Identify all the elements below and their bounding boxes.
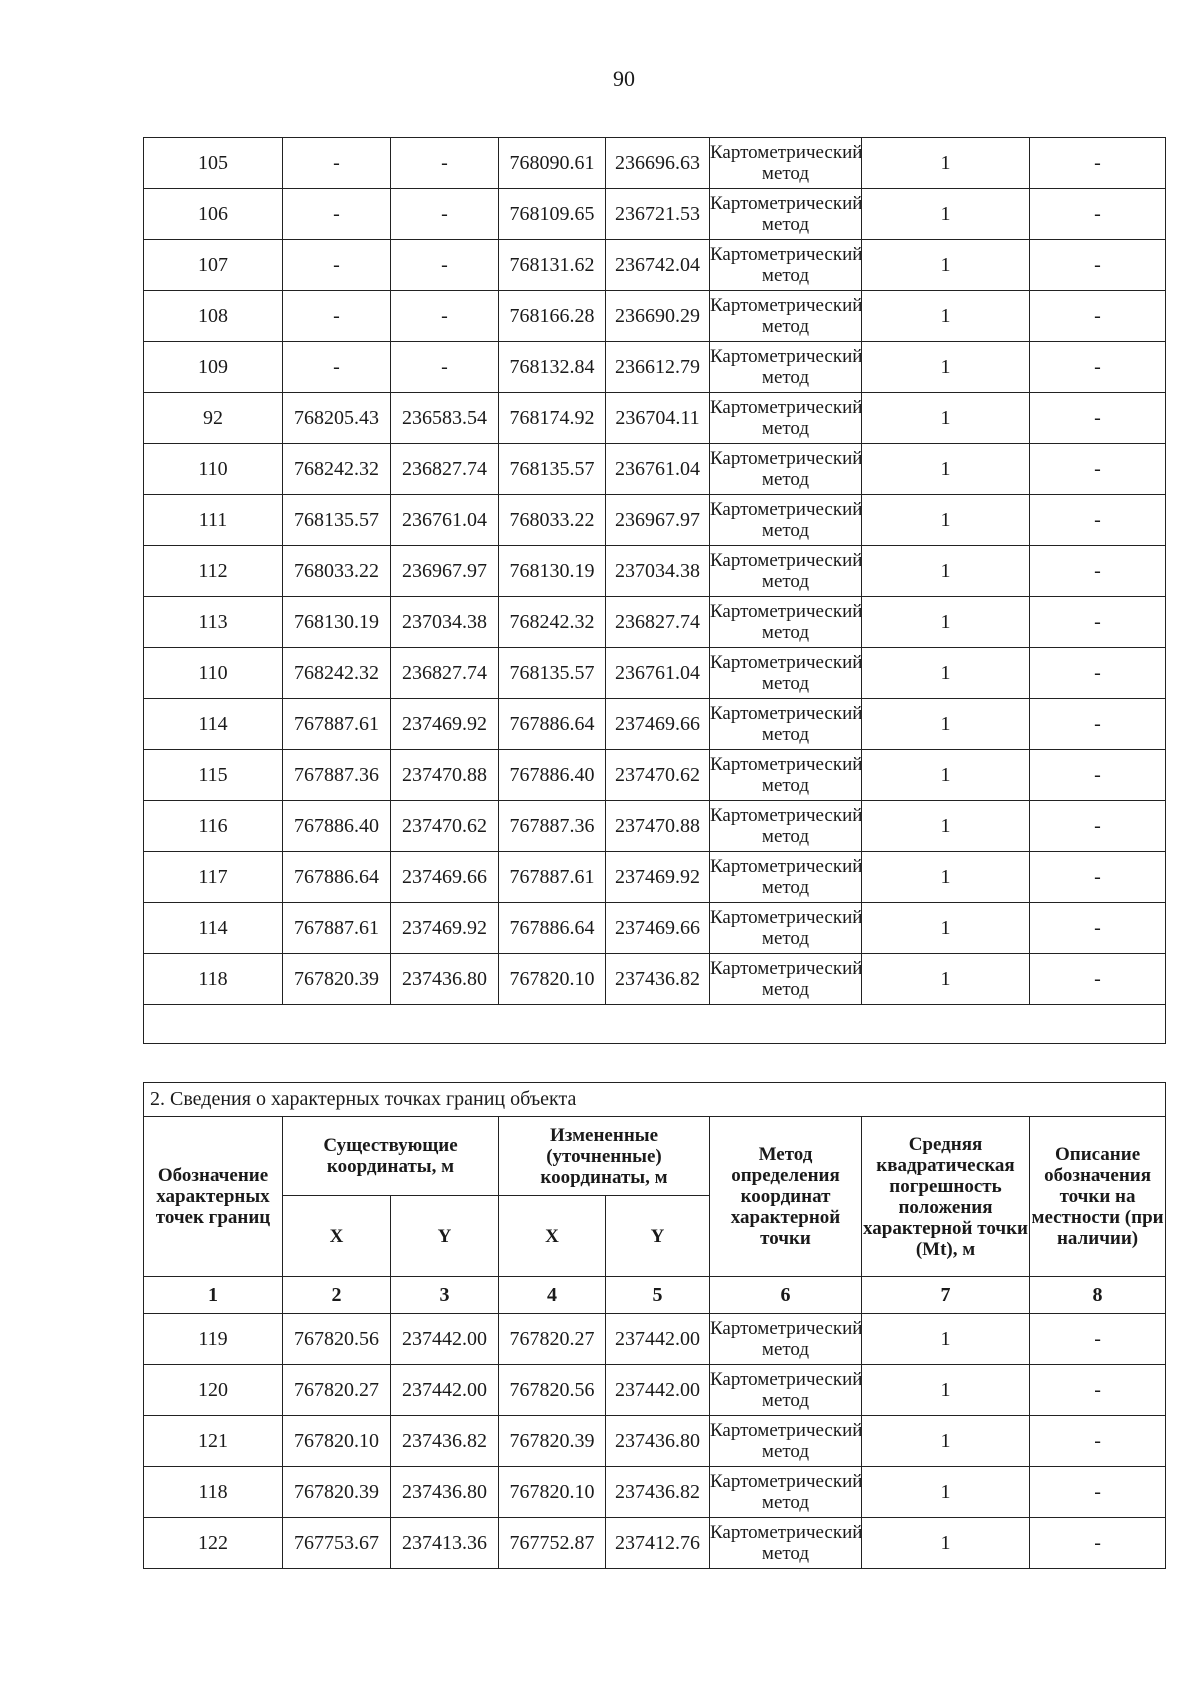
accuracy-cell: 1 xyxy=(862,954,1030,1005)
x-existing-cell: 767820.10 xyxy=(283,1416,391,1467)
description-cell: - xyxy=(1030,291,1166,342)
x-changed-cell: 767752.87 xyxy=(499,1518,606,1569)
x-changed-cell: 767887.61 xyxy=(499,852,606,903)
y-existing-cell: 237469.66 xyxy=(391,852,499,903)
x-changed-cell: 768166.28 xyxy=(499,291,606,342)
x-changed-cell: 767886.64 xyxy=(499,903,606,954)
accuracy-cell: 1 xyxy=(862,444,1030,495)
point-id-cell: 118 xyxy=(144,954,283,1005)
y-existing-cell: 236827.74 xyxy=(391,444,499,495)
point-id-cell: 120 xyxy=(144,1365,283,1416)
accuracy-cell: 1 xyxy=(862,138,1030,189)
point-id-cell: 109 xyxy=(144,342,283,393)
x-existing-cell: - xyxy=(283,291,391,342)
coordinates-table-continued xyxy=(143,137,1166,1044)
point-id-cell: 106 xyxy=(144,189,283,240)
accuracy-cell: 1 xyxy=(862,546,1030,597)
point-id-cell: 116 xyxy=(144,801,283,852)
y-changed-cell: 236761.04 xyxy=(606,648,710,699)
y-changed-cell: 236742.04 xyxy=(606,240,710,291)
y-changed-cell: 236967.97 xyxy=(606,495,710,546)
y-changed-cell: 237469.66 xyxy=(606,903,710,954)
method-cell: Картометрический метод xyxy=(710,495,862,546)
y-existing-cell: 237034.38 xyxy=(391,597,499,648)
table-row xyxy=(144,1314,1166,1365)
table-row xyxy=(144,1518,1166,1569)
method-cell: Картометрический метод xyxy=(710,1416,862,1467)
x-changed-cell: 767820.10 xyxy=(499,1467,606,1518)
accuracy-cell: 1 xyxy=(862,1416,1030,1467)
accuracy-cell: 1 xyxy=(862,903,1030,954)
y-existing-cell: - xyxy=(391,291,499,342)
x-changed-cell: 768131.62 xyxy=(499,240,606,291)
table-row xyxy=(144,444,1166,495)
x-changed-cell: 767820.10 xyxy=(499,954,606,1005)
accuracy-cell: 1 xyxy=(862,648,1030,699)
page-number: 90 xyxy=(613,66,635,91)
header-x-changed: X xyxy=(499,1196,606,1277)
method-cell: Картометрический метод xyxy=(710,1365,862,1416)
description-cell: - xyxy=(1030,495,1166,546)
column-number: 5 xyxy=(606,1277,710,1314)
y-existing-cell: 236827.74 xyxy=(391,648,499,699)
method-cell: Картометрический метод xyxy=(710,1467,862,1518)
column-number: 3 xyxy=(391,1277,499,1314)
y-existing-cell: 237442.00 xyxy=(391,1314,499,1365)
point-id-cell: 111 xyxy=(144,495,283,546)
accuracy-cell: 1 xyxy=(862,1314,1030,1365)
header-designation: Обозначение характерных точек границ xyxy=(144,1117,283,1277)
x-changed-cell: 768242.32 xyxy=(499,597,606,648)
description-cell: - xyxy=(1030,342,1166,393)
header-accuracy: Средняя квадратическая погрешность положения характерной точки (Mt), м xyxy=(862,1117,1030,1277)
point-id-cell: 122 xyxy=(144,1518,283,1569)
x-changed-cell: 767886.40 xyxy=(499,750,606,801)
description-cell: - xyxy=(1030,393,1166,444)
description-cell: - xyxy=(1030,189,1166,240)
accuracy-cell: 1 xyxy=(862,852,1030,903)
y-changed-cell: 237442.00 xyxy=(606,1365,710,1416)
table-row xyxy=(144,699,1166,750)
x-existing-cell: 767887.36 xyxy=(283,750,391,801)
table-row xyxy=(144,1467,1166,1518)
header-x-existing: X xyxy=(283,1196,391,1277)
table-row xyxy=(144,954,1166,1005)
x-existing-cell: 767820.39 xyxy=(283,1467,391,1518)
description-cell: - xyxy=(1030,750,1166,801)
table-row xyxy=(144,1416,1166,1467)
point-id-cell: 110 xyxy=(144,648,283,699)
accuracy-cell: 1 xyxy=(862,801,1030,852)
description-cell: - xyxy=(1030,699,1166,750)
x-existing-cell: 768130.19 xyxy=(283,597,391,648)
y-changed-cell: 237034.38 xyxy=(606,546,710,597)
point-id-cell: 110 xyxy=(144,444,283,495)
table-row xyxy=(144,1365,1166,1416)
method-cell: Картометрический метод xyxy=(710,393,862,444)
point-id-cell: 107 xyxy=(144,240,283,291)
y-changed-cell: 237412.76 xyxy=(606,1518,710,1569)
column-number: 1 xyxy=(144,1277,283,1314)
column-number: 6 xyxy=(710,1277,862,1314)
description-cell: - xyxy=(1030,1365,1166,1416)
point-id-cell: 108 xyxy=(144,291,283,342)
table-row xyxy=(144,801,1166,852)
accuracy-cell: 1 xyxy=(862,291,1030,342)
section-title: 2. Сведения о характерных точках границ объекта xyxy=(144,1083,1166,1117)
x-changed-cell: 767820.27 xyxy=(499,1314,606,1365)
x-changed-cell: 768135.57 xyxy=(499,648,606,699)
x-changed-cell: 768109.65 xyxy=(499,189,606,240)
y-existing-cell: 237436.80 xyxy=(391,954,499,1005)
table-row xyxy=(144,291,1166,342)
x-existing-cell: 768242.32 xyxy=(283,648,391,699)
y-changed-cell: 236612.79 xyxy=(606,342,710,393)
x-existing-cell: 767753.67 xyxy=(283,1518,391,1569)
accuracy-cell: 1 xyxy=(862,393,1030,444)
method-cell: Картометрический метод xyxy=(710,903,862,954)
column-number: 2 xyxy=(283,1277,391,1314)
y-existing-cell: 237436.80 xyxy=(391,1467,499,1518)
x-changed-cell: 767887.36 xyxy=(499,801,606,852)
x-changed-cell: 767820.39 xyxy=(499,1416,606,1467)
table-row xyxy=(144,597,1166,648)
point-id-cell: 113 xyxy=(144,597,283,648)
column-number: 7 xyxy=(862,1277,1030,1314)
point-id-cell: 121 xyxy=(144,1416,283,1467)
description-cell: - xyxy=(1030,852,1166,903)
x-existing-cell: - xyxy=(283,240,391,291)
method-cell: Картометрический метод xyxy=(710,1314,862,1365)
table-row xyxy=(144,546,1166,597)
point-id-cell: 114 xyxy=(144,903,283,954)
description-cell: - xyxy=(1030,903,1166,954)
empty-row xyxy=(144,1005,1166,1044)
accuracy-cell: 1 xyxy=(862,240,1030,291)
method-cell: Картометрический метод xyxy=(710,699,862,750)
table-row xyxy=(144,342,1166,393)
y-existing-cell: 237469.92 xyxy=(391,903,499,954)
boundary-points-table xyxy=(143,1082,1166,1569)
y-changed-cell: 237436.82 xyxy=(606,1467,710,1518)
x-changed-cell: 767820.56 xyxy=(499,1365,606,1416)
y-changed-cell: 236761.04 xyxy=(606,444,710,495)
table-row xyxy=(144,852,1166,903)
y-existing-cell: 237442.00 xyxy=(391,1365,499,1416)
header-y-changed: Y xyxy=(606,1196,710,1277)
y-existing-cell: 237413.36 xyxy=(391,1518,499,1569)
y-existing-cell: 236761.04 xyxy=(391,495,499,546)
y-existing-cell: 236967.97 xyxy=(391,546,499,597)
y-changed-cell: 236721.53 xyxy=(606,189,710,240)
x-existing-cell: 767887.61 xyxy=(283,699,391,750)
accuracy-cell: 1 xyxy=(862,1518,1030,1569)
method-cell: Картометрический метод xyxy=(710,291,862,342)
description-cell: - xyxy=(1030,546,1166,597)
method-cell: Картометрический метод xyxy=(710,189,862,240)
description-cell: - xyxy=(1030,801,1166,852)
accuracy-cell: 1 xyxy=(862,699,1030,750)
header-description: Описание обозначения точки на местности (при наличии) xyxy=(1030,1117,1166,1277)
point-id-cell: 115 xyxy=(144,750,283,801)
y-changed-cell: 237470.88 xyxy=(606,801,710,852)
column-number: 8 xyxy=(1030,1277,1166,1314)
x-changed-cell: 768130.19 xyxy=(499,546,606,597)
column-number: 4 xyxy=(499,1277,606,1314)
x-existing-cell: - xyxy=(283,342,391,393)
header-changed-coords: Измененные (уточненные) координаты, м xyxy=(499,1117,710,1196)
method-cell: Картометрический метод xyxy=(710,342,862,393)
point-id-cell: 92 xyxy=(144,393,283,444)
description-cell: - xyxy=(1030,597,1166,648)
x-existing-cell: 767820.39 xyxy=(283,954,391,1005)
x-existing-cell: 768242.32 xyxy=(283,444,391,495)
method-cell: Картометрический метод xyxy=(710,648,862,699)
x-existing-cell: 767886.40 xyxy=(283,801,391,852)
y-existing-cell: - xyxy=(391,240,499,291)
accuracy-cell: 1 xyxy=(862,750,1030,801)
method-cell: Картометрический метод xyxy=(710,138,862,189)
x-changed-cell: 768033.22 xyxy=(499,495,606,546)
x-changed-cell: 768135.57 xyxy=(499,444,606,495)
description-cell: - xyxy=(1030,1467,1166,1518)
y-changed-cell: 237436.82 xyxy=(606,954,710,1005)
table-row xyxy=(144,138,1166,189)
table-row xyxy=(144,495,1166,546)
method-cell: Картометрический метод xyxy=(710,750,862,801)
table-row xyxy=(144,648,1166,699)
y-changed-cell: 236696.63 xyxy=(606,138,710,189)
x-changed-cell: 768090.61 xyxy=(499,138,606,189)
x-changed-cell: 768132.84 xyxy=(499,342,606,393)
method-cell: Картометрический метод xyxy=(710,954,862,1005)
header-existing-coords: Существующие координаты, м xyxy=(283,1117,499,1196)
method-cell: Картометрический метод xyxy=(710,852,862,903)
description-cell: - xyxy=(1030,444,1166,495)
method-cell: Картометрический метод xyxy=(710,444,862,495)
description-cell: - xyxy=(1030,240,1166,291)
table-row xyxy=(144,750,1166,801)
point-id-cell: 114 xyxy=(144,699,283,750)
description-cell: - xyxy=(1030,1416,1166,1467)
y-existing-cell: - xyxy=(391,138,499,189)
y-changed-cell: 237469.66 xyxy=(606,699,710,750)
header-method: Метод определения координат характерной точки xyxy=(710,1117,862,1277)
y-changed-cell: 236690.29 xyxy=(606,291,710,342)
table-row xyxy=(144,189,1166,240)
accuracy-cell: 1 xyxy=(862,597,1030,648)
y-existing-cell: 237470.62 xyxy=(391,801,499,852)
point-id-cell: 118 xyxy=(144,1467,283,1518)
x-existing-cell: - xyxy=(283,189,391,240)
table-row xyxy=(144,903,1166,954)
x-existing-cell: 768135.57 xyxy=(283,495,391,546)
x-changed-cell: 767886.64 xyxy=(499,699,606,750)
y-changed-cell: 237469.92 xyxy=(606,852,710,903)
y-changed-cell: 237436.80 xyxy=(606,1416,710,1467)
point-id-cell: 112 xyxy=(144,546,283,597)
description-cell: - xyxy=(1030,954,1166,1005)
accuracy-cell: 1 xyxy=(862,189,1030,240)
description-cell: - xyxy=(1030,1518,1166,1569)
accuracy-cell: 1 xyxy=(862,1467,1030,1518)
point-id-cell: 105 xyxy=(144,138,283,189)
x-existing-cell: 767820.56 xyxy=(283,1314,391,1365)
description-cell: - xyxy=(1030,138,1166,189)
y-changed-cell: 236827.74 xyxy=(606,597,710,648)
y-existing-cell: 237470.88 xyxy=(391,750,499,801)
x-existing-cell: 767887.61 xyxy=(283,903,391,954)
y-existing-cell: 236583.54 xyxy=(391,393,499,444)
x-existing-cell: - xyxy=(283,138,391,189)
x-existing-cell: 768205.43 xyxy=(283,393,391,444)
x-changed-cell: 768174.92 xyxy=(499,393,606,444)
method-cell: Картометрический метод xyxy=(710,240,862,291)
y-existing-cell: 237469.92 xyxy=(391,699,499,750)
x-existing-cell: 767886.64 xyxy=(283,852,391,903)
y-changed-cell: 237470.62 xyxy=(606,750,710,801)
point-id-cell: 119 xyxy=(144,1314,283,1365)
accuracy-cell: 1 xyxy=(862,342,1030,393)
method-cell: Картометрический метод xyxy=(710,597,862,648)
method-cell: Картометрический метод xyxy=(710,546,862,597)
description-cell: - xyxy=(1030,648,1166,699)
point-id-cell: 117 xyxy=(144,852,283,903)
y-changed-cell: 237442.00 xyxy=(606,1314,710,1365)
method-cell: Картометрический метод xyxy=(710,801,862,852)
table-row xyxy=(144,240,1166,291)
header-y-existing: Y xyxy=(391,1196,499,1277)
y-existing-cell: - xyxy=(391,189,499,240)
x-existing-cell: 768033.22 xyxy=(283,546,391,597)
y-changed-cell: 236704.11 xyxy=(606,393,710,444)
y-existing-cell: 237436.82 xyxy=(391,1416,499,1467)
description-cell: - xyxy=(1030,1314,1166,1365)
y-existing-cell: - xyxy=(391,342,499,393)
table-row xyxy=(144,393,1166,444)
accuracy-cell: 1 xyxy=(862,1365,1030,1416)
x-existing-cell: 767820.27 xyxy=(283,1365,391,1416)
method-cell: Картометрический метод xyxy=(710,1518,862,1569)
accuracy-cell: 1 xyxy=(862,495,1030,546)
